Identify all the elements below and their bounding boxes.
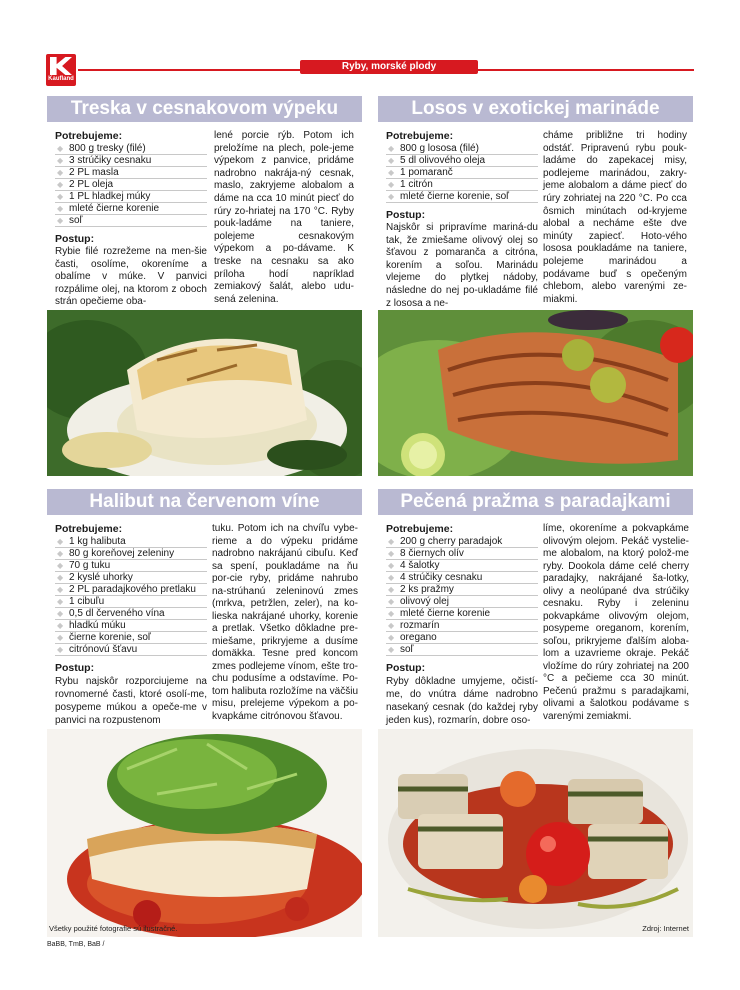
recipe-right-column: líme, okoreníme a pokvapkáme olivovým olejom. Pekáč vystelie-me alobalom, na ktorý polož-me ryby. Dookola dáme celé cherry paradajky, nakrájané ša-lotky, olivy a neolúpané dva strúčiky cesnaku. Ryby i zeleninu pokvapkáme olivovým olejom, posypeme oreganom, korením, soľou, prikryjeme ďalším aloba-lom a uzavrieme okraje. Pekáč vložíme do rúry zohriatej na 200 °C a pečieme cca 30 minút. Pečenú pražmu s paradajkami, olivami a šalotkou podávame s varenými zemiakmi. [543, 523, 689, 722]
ingredient-item: ◆ 800 g lososa (filé) [386, 143, 538, 155]
ingredient-item: ◆ mleté čierne korenie [386, 608, 538, 620]
ingredient-item: ◆ 1 cibuľu [55, 596, 207, 608]
ingredient-item: ◆ rozmarín [386, 620, 538, 632]
cod-dish-image [47, 310, 362, 476]
recipe-left-column [386, 130, 538, 310]
ingredient-item: ◆ 70 g tuku [55, 560, 207, 572]
ingredients-heading: Potrebujeme: [55, 130, 123, 142]
ingredient-item: ◆ oregano [386, 632, 538, 644]
recipe-halibut [47, 489, 362, 937]
recipe-left-column [55, 523, 207, 727]
ingredient-item: ◆ 5 dl olivového oleja [386, 155, 538, 167]
recipe-right-column: lené porcie rýb. Potom ich preložíme na plech, pole-jeme výpekom z panvice, pridáme nadrobno nakrája-ný cesnak, maslo, zakryjeme alobalom a dáme na cca 10 minút piecť do rúry zo-hriatej na 170 °C. Ryby pouk-ladáme na taniere, polejeme cesnakovým výpekom a po-dávame. K treske na cesnaku sa ako príloha hodí napríklad zemiakový šalát, alebo udu-sená zelenina. [214, 130, 354, 305]
ingredient-item: ◆ 1 kg halibuta [55, 536, 207, 548]
ingredient-item: ◆ 2 PL masla [55, 167, 207, 179]
logo-brand-text: Kaufland [48, 76, 74, 82]
ingredient-item: ◆ 2 ks pražmy [386, 584, 538, 596]
recipe-losos [378, 96, 693, 476]
logo-k-icon [50, 57, 72, 75]
ingredient-list [386, 536, 538, 656]
steps-text: Najskôr si pripravíme mariná-du tak, že zmiešame olivový olej so šťavou z pomaranča a citróna, korením a soľou. Marinádu vlejeme do plytkej nádoby, následne do nej po-ukladáme filé z lososa a ne- [386, 222, 538, 309]
ingredient-item: ◆ soľ [55, 215, 207, 227]
photo-note: Všetky použité fotografie sú ilustračné. [49, 924, 178, 933]
ingredient-list [55, 143, 207, 227]
recipe-left-column [386, 523, 538, 727]
ingredient-item: ◆ olivový olej [386, 596, 538, 608]
ingredient-item: ◆ 1 pomaranč [386, 167, 538, 179]
recipe-title: Halibut na červenom víne [47, 489, 362, 515]
ingredient-item: ◆ 3 strúčiky cesnaku [55, 155, 207, 167]
steps-heading: Postup: [55, 662, 95, 674]
dish-photo [378, 310, 693, 476]
ingredient-item: ◆ 2 kyslé uhorky [55, 572, 207, 584]
salmon-dish-image [378, 310, 693, 476]
dish-photo [47, 729, 362, 937]
ingredient-item: ◆ hladkú múku [55, 620, 207, 632]
recipe-title: Losos v exotickej marináde [378, 96, 693, 122]
recipe-title: Treska v cesnakovom výpeku [47, 96, 362, 122]
steps-text: Rybie filé rozrežeme na men-šie časti, osolíme, okoreníme a obalíme v múke. V panvici rozpálime olej, na ktorom z oboch strán opečieme oba- [55, 246, 207, 308]
ingredient-item: ◆ mleté čierne korenie, soľ [386, 191, 538, 203]
ingredient-item: ◆ čierne korenie, soľ [55, 632, 207, 644]
ingredient-item: ◆ 2 PL oleja [55, 179, 207, 191]
steps-text: Ryby dôkladne umyjeme, očistí-me, do vnútra dáme nadrobno nasekaný cesnak (do každej ryby jeden kus), rozmarín, dobre oso- [386, 676, 538, 726]
ingredients-heading: Potrebujeme: [55, 523, 123, 535]
ingredient-item: ◆ citrónovú šťavu [55, 644, 207, 656]
steps-text: Rybu najskôr rozporciujeme na rovnomerné časti, ktoré osolí-me, posypeme múkou a opeče-me v panvici na rozpustenom [55, 676, 207, 726]
dish-photo [47, 310, 362, 476]
ingredient-item: ◆ 1 citrón [386, 179, 538, 191]
ingredient-item: ◆ 2 PL paradajkového pretlaku [55, 584, 207, 596]
ingredient-item: ◆ 80 g koreňovej zeleniny [55, 548, 207, 560]
recipe-prazma [378, 489, 693, 937]
recipe-right-column: tuku. Potom ich na chvíľu vybe-rieme a do výpeku pridáme nadrobno nakrájanú cibuľu. Keď sa spení, poukladáme na ňu por-cie ryby, pridáme nahrubo na-strúhanú zeleninovú zmes (mrkva, petržlen, zeler), na ko-lieska nakrájané uhorky, korenie a pretlak. Všetko dôkladne pre-miešame, prikryjeme a dusíme domäkka. Tesne pred koncom zmes podlejeme vínom, ešte tro-chu podusíme a odstavíme. Po-tom halibuta rozložíme na väčšiu misu, prelejeme výpekom a po-kvapkáme citrónovou šťavou. [212, 523, 358, 722]
ingredient-item: ◆ mleté čierne korenie [55, 203, 207, 215]
ingredient-item: ◆ 8 čiernych olív [386, 548, 538, 560]
steps-heading: Postup: [55, 233, 95, 245]
recipe-right-column: cháme približne tri hodiny odstáť. Pripravenú rybu pouk-ladáme do zapekacej misy, podlejeme marinádou, zakry-jeme alobalom a dáme piecť do rúry zohriatej na 220 °C. Po cca ôsmich minútach od-kryjeme alobal a necháme ešte dve minúty zapiecť. Hoto-vého lososa poukladáme na taniere, polejeme marinádou a podávame buď s opečeným chlebom, alebo varenými ze-miakmi. [543, 130, 687, 305]
ingredient-item: ◆ 4 šalotky [386, 560, 538, 572]
category-label: Ryby, morské plody [300, 60, 478, 74]
bream-dish-image [378, 729, 693, 937]
recipe-treska [47, 96, 362, 476]
ingredient-item: ◆ 800 g tresky (filé) [55, 143, 207, 155]
ingredient-list [55, 536, 207, 656]
dish-photo [378, 729, 693, 937]
ingredients-heading: Potrebujeme: [386, 130, 454, 142]
ingredient-item: ◆ 200 g cherry paradajok [386, 536, 538, 548]
steps-heading: Postup: [386, 662, 426, 674]
ingredient-list [386, 143, 538, 203]
ingredient-item: ◆ 1 PL hladkej múky [55, 191, 207, 203]
ingredients-heading: Potrebujeme: [386, 523, 454, 535]
ingredient-item: ◆ 4 strúčiky cesnaku [386, 572, 538, 584]
ingredient-item: ◆ soľ [386, 644, 538, 656]
page-code: BaBB, TmB, BaB / [47, 941, 105, 948]
source-note: Zdroj: Internet [642, 924, 689, 933]
ingredient-item: ◆ 0,5 dl červeného vína [55, 608, 207, 620]
halibut-dish-image [47, 729, 362, 937]
recipe-title: Pečená pražma s paradajkami [378, 489, 693, 515]
kaufland-logo [46, 54, 76, 86]
recipe-left-column [55, 130, 207, 309]
steps-heading: Postup: [386, 209, 426, 221]
